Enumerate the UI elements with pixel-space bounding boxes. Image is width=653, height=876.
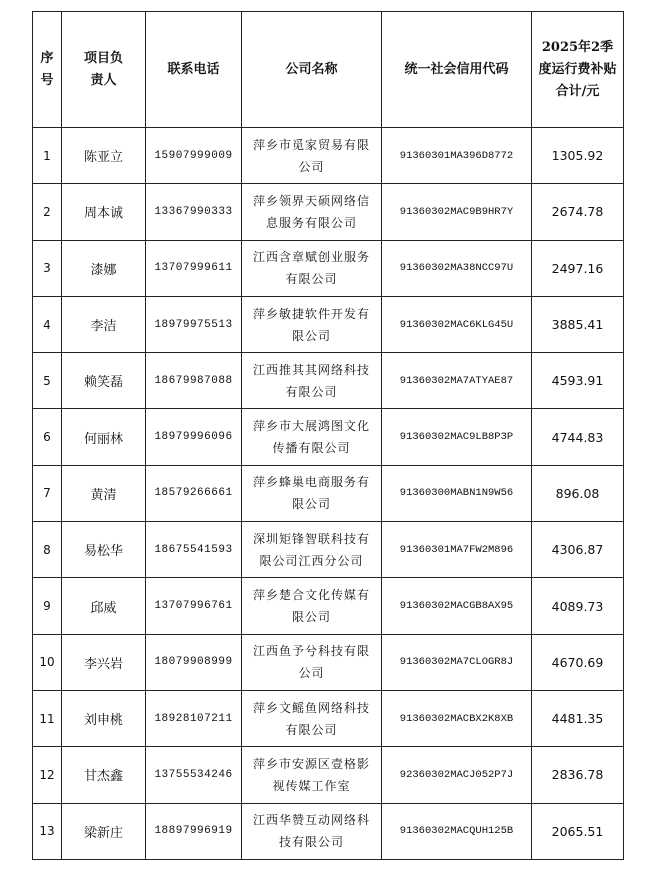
cell-leader: 邱威 (62, 578, 146, 634)
cell-subsidy: 4744.83 (532, 409, 624, 465)
cell-phone: 18897996919 (146, 803, 242, 859)
cell-seq: 12 (33, 747, 62, 803)
cell-seq: 8 (33, 522, 62, 578)
cell-subsidy: 4306.87 (532, 522, 624, 578)
cell-leader: 李兴岩 (62, 634, 146, 690)
cell-credit-code: 92360302MACJ052P7J (382, 747, 532, 803)
cell-phone: 18579266661 (146, 465, 242, 521)
table-row (33, 128, 624, 184)
header-credit-code: 统一社会信用代码 (382, 12, 532, 128)
cell-phone: 13707999611 (146, 240, 242, 296)
cell-company: 江西含章赋创业服务有限公司 (242, 240, 382, 296)
cell-phone: 18979996096 (146, 409, 242, 465)
table-row (33, 240, 624, 296)
cell-subsidy: 2836.78 (532, 747, 624, 803)
cell-credit-code: 91360302MAC6KLG45U (382, 296, 532, 352)
cell-company: 萍乡蜂巢电商服务有限公司 (242, 465, 382, 521)
cell-phone: 18928107211 (146, 690, 242, 746)
table-row (33, 409, 624, 465)
cell-leader: 易松华 (62, 522, 146, 578)
subsidy-table (32, 11, 624, 860)
table-row (33, 296, 624, 352)
cell-credit-code: 91360301MA7FW2M896 (382, 522, 532, 578)
cell-company: 深圳矩锋智联科技有限公司江西分公司 (242, 522, 382, 578)
cell-leader: 甘杰鑫 (62, 747, 146, 803)
cell-seq: 4 (33, 296, 62, 352)
cell-credit-code: 91360301MA396D8772 (382, 128, 532, 184)
header-row (33, 12, 624, 128)
cell-subsidy: 2065.51 (532, 803, 624, 859)
cell-subsidy: 4593.91 (532, 353, 624, 409)
table-row (33, 353, 624, 409)
cell-company: 萍乡文鳐鱼网络科技有限公司 (242, 690, 382, 746)
cell-subsidy: 2497.16 (532, 240, 624, 296)
cell-credit-code: 91360302MA7ATYAE87 (382, 353, 532, 409)
table-body (33, 128, 624, 860)
cell-credit-code: 91360302MA7CLOGR8J (382, 634, 532, 690)
header-seq: 序号 (33, 12, 62, 128)
cell-subsidy: 4481.35 (532, 690, 624, 746)
cell-phone: 13367990333 (146, 184, 242, 240)
cell-credit-code: 91360302MAC9LB8P3P (382, 409, 532, 465)
cell-leader: 陈亚立 (62, 128, 146, 184)
table-row (33, 803, 624, 859)
cell-leader: 周本诚 (62, 184, 146, 240)
cell-seq: 10 (33, 634, 62, 690)
cell-credit-code: 91360302MAC9B9HR7Y (382, 184, 532, 240)
table-row (33, 578, 624, 634)
cell-leader: 梁新庄 (62, 803, 146, 859)
cell-leader: 漆娜 (62, 240, 146, 296)
cell-seq: 9 (33, 578, 62, 634)
cell-company: 江西鱼予兮科技有限公司 (242, 634, 382, 690)
cell-company: 萍乡领界天硕网络信息服务有限公司 (242, 184, 382, 240)
cell-subsidy: 4089.73 (532, 578, 624, 634)
cell-phone: 18079908999 (146, 634, 242, 690)
cell-credit-code: 91360302MACBX2K8XB (382, 690, 532, 746)
cell-leader: 刘申桃 (62, 690, 146, 746)
cell-company: 萍乡市觅家贸易有限公司 (242, 128, 382, 184)
cell-seq: 13 (33, 803, 62, 859)
table-row (33, 634, 624, 690)
cell-phone: 18679987088 (146, 353, 242, 409)
cell-seq: 5 (33, 353, 62, 409)
cell-seq: 2 (33, 184, 62, 240)
cell-leader: 李洁 (62, 296, 146, 352)
table-row (33, 465, 624, 521)
cell-company: 萍乡楚合文化传媒有限公司 (242, 578, 382, 634)
cell-phone: 18979975513 (146, 296, 242, 352)
cell-subsidy: 2674.78 (532, 184, 624, 240)
header-company: 公司名称 (242, 12, 382, 128)
header-leader: 项目负责人 (62, 12, 146, 128)
cell-leader: 赖笑磊 (62, 353, 146, 409)
cell-subsidy: 1305.92 (532, 128, 624, 184)
cell-company: 萍乡敏捷软件开发有限公司 (242, 296, 382, 352)
cell-leader: 黄清 (62, 465, 146, 521)
cell-phone: 13755534246 (146, 747, 242, 803)
header-phone: 联系电话 (146, 12, 242, 128)
table-row (33, 747, 624, 803)
cell-company: 萍乡市安源区壹格影视传媒工作室 (242, 747, 382, 803)
cell-leader: 何丽林 (62, 409, 146, 465)
cell-company: 萍乡市大展鸿图文化传播有限公司 (242, 409, 382, 465)
cell-credit-code: 91360302MACQUH125B (382, 803, 532, 859)
cell-credit-code: 91360300MABN1N9W56 (382, 465, 532, 521)
cell-phone: 13707996761 (146, 578, 242, 634)
cell-seq: 6 (33, 409, 62, 465)
cell-company: 江西华赞互动网络科技有限公司 (242, 803, 382, 859)
cell-seq: 3 (33, 240, 62, 296)
table-row (33, 522, 624, 578)
cell-phone: 15907999009 (146, 128, 242, 184)
cell-credit-code: 91360302MACGB8AX95 (382, 578, 532, 634)
cell-subsidy: 4670.69 (532, 634, 624, 690)
cell-credit-code: 91360302MA38NCC97U (382, 240, 532, 296)
cell-subsidy: 3885.41 (532, 296, 624, 352)
cell-phone: 18675541593 (146, 522, 242, 578)
cell-seq: 11 (33, 690, 62, 746)
cell-seq: 7 (33, 465, 62, 521)
table-row (33, 690, 624, 746)
table-row (33, 184, 624, 240)
header-subsidy: 2025年2季度运行费补贴合计/元 (532, 12, 624, 128)
cell-seq: 1 (33, 128, 62, 184)
cell-company: 江西推其其网络科技有限公司 (242, 353, 382, 409)
cell-subsidy: 896.08 (532, 465, 624, 521)
